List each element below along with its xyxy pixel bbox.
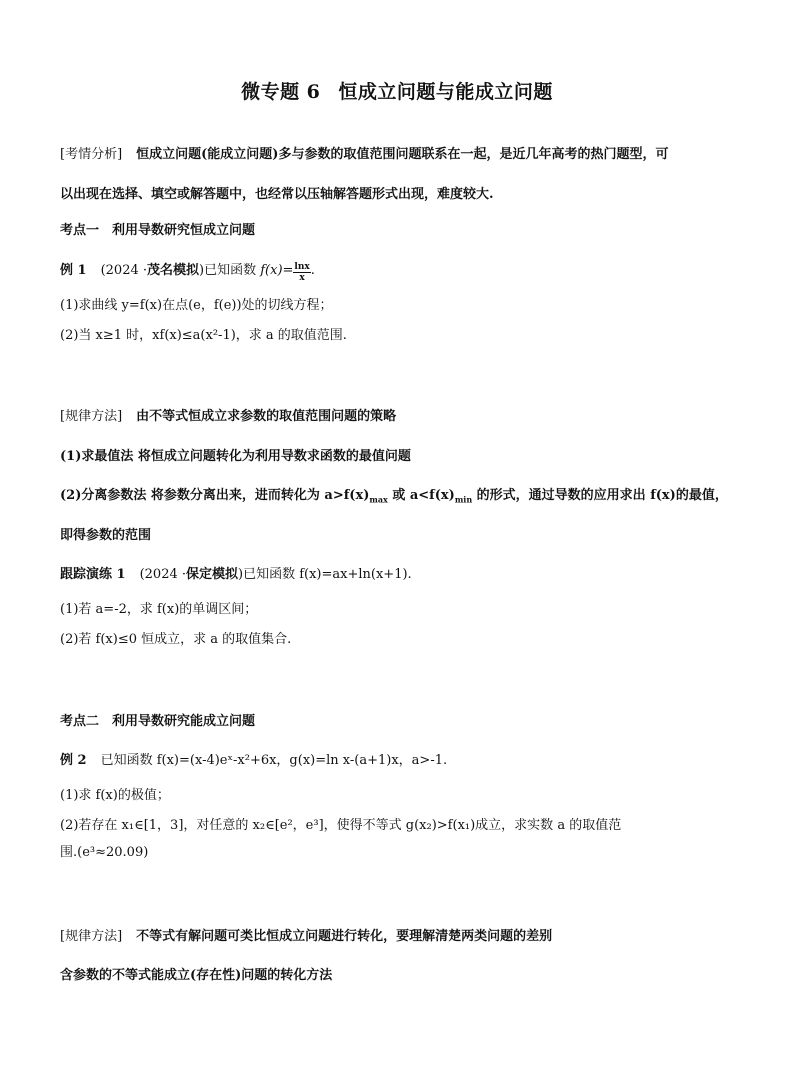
method1-tag: [规律方法] xyxy=(60,409,123,424)
example1-q2: (2)当 x≥1 时，xf(x)≤a(x²-1)，求 a 的取值范围. xyxy=(60,328,347,343)
method1-line-1: (1)求最值法 将恒成立问题转化为利用导数求函数的最值问题 xyxy=(60,449,411,464)
example2-q1: (1)求 f(x)的极值； xyxy=(60,788,170,803)
title-main: 恒成立问题与能成立问题 xyxy=(338,81,553,103)
method1-line-3: 即得参数的范围 xyxy=(60,528,152,543)
practice1-source-open: (2024 · xyxy=(139,567,186,582)
page-title xyxy=(0,77,794,104)
example2-q2-cont: 围.(e³≈20.09) xyxy=(60,845,149,860)
method1-line-2b: 或 a<f(x) xyxy=(387,488,455,503)
analysis-line-1 xyxy=(60,146,668,164)
practice1-source-name: 保定模拟 xyxy=(186,567,239,582)
practice1-q1: (1)若 a=-2，求 f(x)的单调区间； xyxy=(60,602,258,617)
example2-stem xyxy=(60,752,447,770)
practice1-stem-text: )已知函数 f(x)=ax+ln(x+1). xyxy=(238,567,412,582)
example1-label: 例 1 xyxy=(60,263,87,278)
method1-sub-min: min xyxy=(454,494,473,505)
practice1-stem xyxy=(60,566,412,584)
point1-heading: 考点一 利用导数研究恒成立问题 xyxy=(60,223,256,238)
analysis-text-1: 恒成立问题(能成立问题)多与参数的取值范围问题联系在一起，是近几年高考的热门题型，可 xyxy=(136,147,669,162)
method1-line-2a: (2)分离参数法 将参数分离出来，进而转化为 a>f(x) xyxy=(60,488,370,503)
method2-tag: [规律方法] xyxy=(60,929,123,944)
example1-stem: 例 1 (2024 ·茂名模拟)已知函数 f(x)= $\frac{\ln x}{x}$ . xyxy=(60,262,315,283)
method2-line-1: 含参数的不等式能成立(存在性)问题的转化方法 xyxy=(60,968,333,983)
practice1-label: 跟踪演练 1 xyxy=(60,567,126,582)
example1-source-name: 茂名模拟 xyxy=(147,263,200,278)
practice1-q2: (2)若 f(x)≤0 恒成立，求 a 的取值集合. xyxy=(60,632,292,647)
method1-sub-max: max xyxy=(369,494,388,505)
title-prefix: 微专题 6 xyxy=(241,81,321,103)
fraction-denominator: x xyxy=(299,273,305,283)
example2-q2: (2)若存在 x₁∈[1，3]，对任意的 x₂∈[e²，e³]，使得不等式 g(x₂)>f(x₁)成立，求实数 a 的取值范 xyxy=(60,818,622,833)
example1-fx: f(x)= xyxy=(260,263,294,278)
example1-q1: (1)求曲线 y=f(x)在点(e，f(e))处的切线方程； xyxy=(60,298,333,313)
method1-heading-line xyxy=(60,408,396,426)
analysis-line-2: 以出现在选择、填空或解答题中，也经常以压轴解答题形式出现，难度较大. xyxy=(60,187,494,202)
method2-heading: 不等式有解问题可类比恒成立问题进行转化，要理解清楚两类问题的差别 xyxy=(136,929,553,944)
point2-heading: 考点二 利用导数研究能成立问题 xyxy=(60,714,256,729)
example1-fraction xyxy=(293,262,310,283)
example2-stem-text: 已知函数 f(x)=(x-4)eˣ-x²+6x，g(x)=ln x-(a+1)x，a>-1. xyxy=(100,753,448,768)
method1-heading: 由不等式恒成立求参数的取值范围问题的策略 xyxy=(136,409,397,424)
method1-line-2c: 的形式，通过导数的应用求出 f(x)的最值， xyxy=(472,488,728,503)
method2-heading-line xyxy=(60,928,552,946)
example1-stem-pre: )已知函数 xyxy=(199,263,261,278)
method1-line-2 xyxy=(60,487,728,509)
analysis-tag: [考情分析] xyxy=(60,147,123,162)
fraction-numerator: lnx xyxy=(294,262,310,272)
example1-source-open: (2024 · xyxy=(100,263,147,278)
example2-label: 例 2 xyxy=(60,753,87,768)
